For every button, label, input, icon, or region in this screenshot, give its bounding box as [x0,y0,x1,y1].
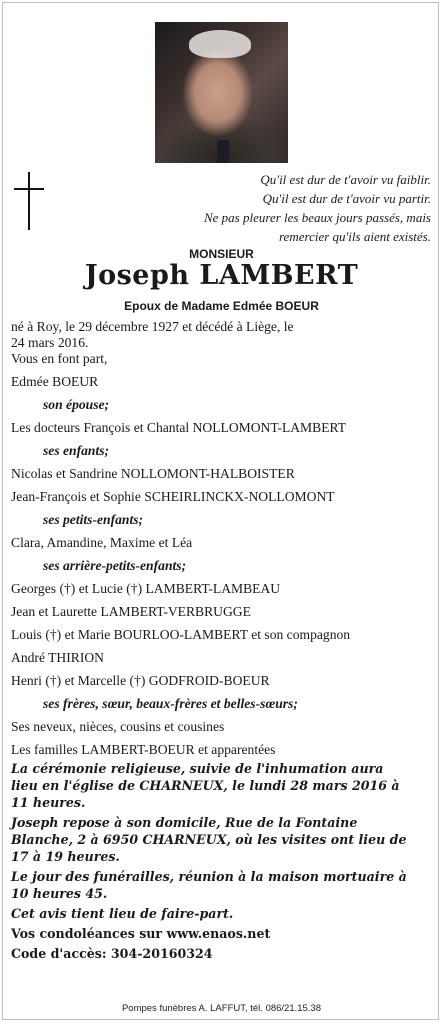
family-member: André THIRION [11,650,104,665]
honorific: MONSIEUR [189,247,254,261]
relation-label: son épouse; [43,397,110,412]
family-member: Les familles LAMBERT-BOEUR et apparentées [11,742,276,757]
access-code: Code d'accès: 304-20160324 [11,946,213,961]
family-member: Les docteurs François et Chantal NOLLOMONT-LAMBERT [11,420,347,435]
ceremony-line: La cérémonie religieuse, suivie de l'inhumation aura [11,761,384,776]
birth-line: 24 mars 2016. [11,335,89,350]
portrait-photo [155,22,288,163]
relation-label: ses arrière-petits-enfants; [43,558,187,573]
notice-statement: Cet avis tient lieu de faire-part. [11,906,234,921]
family-member: Georges (†) et Lucie (†) LAMBERT-LAMBEAU [11,581,281,596]
visitation-line: Blanche, 2 à 6950 CHARNEUX, où les visites ont lieu de [11,832,407,847]
family-member: Ses neveux, nièces, cousins et cousines [11,719,225,734]
family-member: Jean-François et Sophie SCHEIRLINCKX-NOLLOMONT [11,489,335,504]
funeral-info [11,868,431,902]
family-member: Nicolas et Sandrine NOLLOMONT-HALBOISTER [11,466,295,481]
relation-label: ses enfants; [43,443,110,458]
family-member: Louis (†) et Marie BOURLOO-LAMBERT et son compagnon [11,627,351,642]
notice-body [11,319,431,962]
birth-line: né à Roy, le 29 décembre 1927 et décédé à Liège, le [11,319,294,334]
relation-label: ses frères, sœur, beaux-frères et belles-sœurs; [43,696,298,711]
family-member: Edmée BOEUR [11,374,99,389]
funeral-line: Le jour des funérailles, réunion à la maison mortuaire à [11,869,407,884]
ceremony-line: lieu en l'église de CHARNEUX, le lundi 28 mars 2016 à [11,778,400,793]
poem-line: Qu'il est dur de t'avoir vu faiblir. [260,172,431,187]
cross-icon [12,172,46,232]
portrait-tie [217,140,229,163]
family-member: Henri (†) et Marcelle (†) GODFROID-BOEUR [11,673,270,688]
poem-line: Qu'il est dur de t'avoir vu partir. [262,191,431,206]
family-member: Clara, Amandine, Maxime et Léa [11,535,193,550]
poem [71,170,431,246]
visitation-line: Joseph repose à son domicile, Rue de la Fontaine [11,815,358,830]
ceremony-info [11,760,431,811]
family-member: Jean et Laurette LAMBERT-VERBRUGGE [11,604,251,619]
intro-line: Vous en font part, [11,351,108,366]
condolences-line: Vos condoléances sur www.enaos.net [11,926,271,941]
funeral-line: 10 heures 45. [11,886,108,901]
funeral-home-footer: Pompes funèbres A. LAFFUT, tél. 086/21.15.38 [121,1003,322,1014]
visitation-line: 17 à 19 heures. [11,849,120,864]
spouse-line: Epoux de Madame Edmée BOEUR [124,299,319,313]
deceased-name: Joseph LAMBERT [84,260,359,291]
ceremony-line: 11 heures. [11,795,86,810]
relation-label: ses petits-enfants; [43,512,144,527]
family-list [11,374,431,758]
portrait-hair [189,30,251,58]
visitation-info [11,814,431,865]
poem-line: remercier qu'ils aient existés. [278,229,431,244]
poem-line: Ne pas pleurer les beaux jours passés, mais [203,210,431,225]
